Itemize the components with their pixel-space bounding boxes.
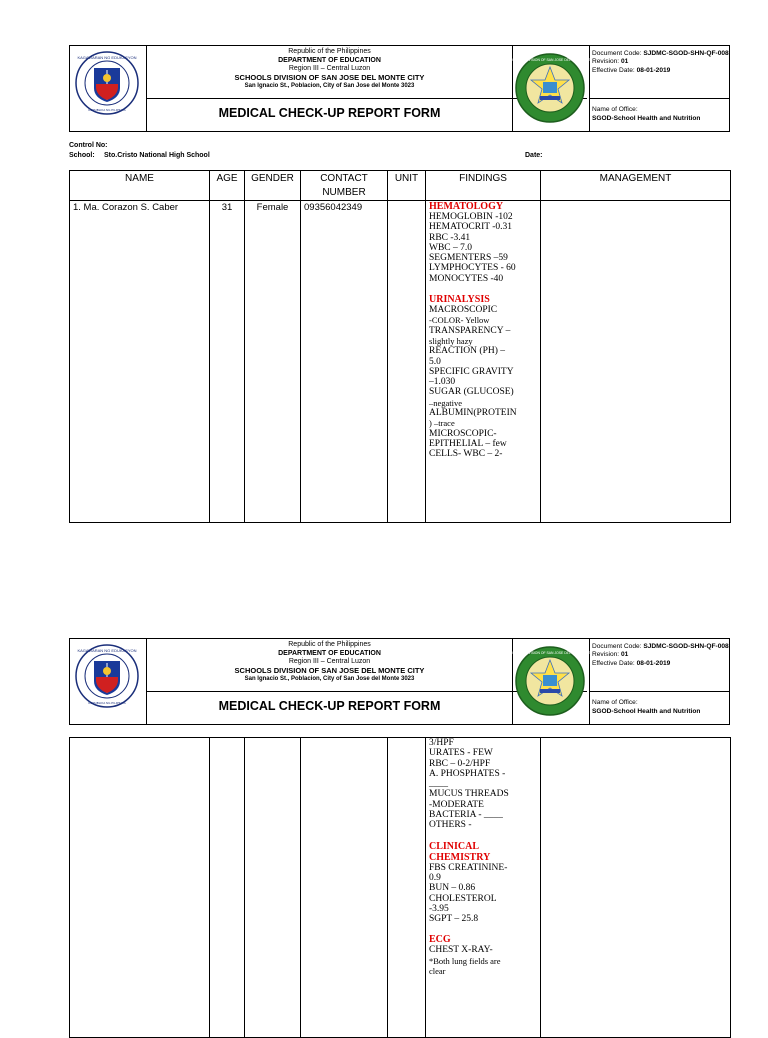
clinical-chemistry-heading-2: CHEMISTRY (429, 851, 491, 863)
form-title: MEDICAL CHECK-UP REPORT FORM (218, 699, 441, 713)
finding-line: LYMPHOCYTES - 60 (429, 263, 516, 274)
form-title: MEDICAL CHECK-UP REPORT FORM (218, 106, 441, 120)
finding-line: SUGAR (GLUCOSE) (429, 387, 514, 398)
finding-line: HEMOGLOBIN -102 (429, 212, 513, 222)
finding-line: SGPT – 25.8 (429, 914, 479, 925)
patient-gender: Female (256, 202, 289, 213)
region-text: Region III – Central Luzon (288, 658, 371, 666)
col-unit-header: UNIT (388, 171, 426, 201)
finding-line: -COLOR- Yellow (429, 315, 490, 326)
page2-header (69, 638, 730, 725)
page1-header (69, 45, 730, 132)
finding-line: –1.030 (429, 377, 456, 388)
finding-line: URATES - FEW (429, 748, 493, 759)
finding-line: SEGMENTERS –59 (429, 253, 508, 264)
patient-contact: 09356042349 (304, 202, 363, 213)
finding-line: A. PHOSPHATES - (429, 768, 506, 779)
findings-page2 (426, 738, 540, 1025)
col-management-header: MANAGEMENT (541, 171, 731, 201)
finding-line: MUCUS THREADS (429, 789, 509, 800)
finding-line: slightly hazy (429, 335, 473, 346)
revision-number: 01 (620, 58, 629, 66)
finding-line: CELLS- WBC – 2- (429, 449, 503, 460)
document-info: Document Code: SJDMC-SGOD-SHN-QF-008 Revision: 01 Effective Date: 08-01-2019 (592, 50, 729, 74)
finding-line: RBC -3.41 (429, 232, 471, 243)
finding-line: ____ (429, 779, 448, 790)
finding-line: BACTERIA - ____ (429, 810, 503, 821)
division-text: SCHOOLS DIVISION OF SAN JOSE DEL MONTE CITY (234, 72, 425, 82)
hematology-heading: HEMATOLOGY (429, 201, 504, 212)
col-findings-header: FINDINGS (426, 171, 541, 201)
finding-line: ALBUMIN(PROTEIN (429, 408, 517, 419)
sdo-seal-logo (507, 52, 593, 124)
agency-block (147, 48, 512, 91)
clinical-chemistry-heading-1: CLINICAL (429, 840, 480, 852)
ecg-heading: ECG (429, 934, 451, 946)
finding-line: CHEST X-RAY- (429, 945, 493, 956)
finding-line: EPITHELIAL – few (429, 438, 507, 449)
department-text: DEPARTMENT OF EDUCATION (278, 56, 381, 64)
sdo-seal-logo (507, 645, 593, 717)
svg-text:SCHOOLS DIVISION OF SAN JOSE D: SCHOOLS DIVISION OF SAN JOSE DEL MONTE CITY (507, 651, 593, 655)
finding-line: MACROSCOPIC (429, 305, 498, 316)
svg-text:REPUBLIKA NG PILIPINAS: REPUBLIKA NG PILIPINAS (88, 108, 126, 112)
address-text: San Ignacio St., Poblacion, City of San Jose del Monte 3023 (244, 676, 415, 683)
region-text: Region III – Central Luzon (288, 65, 371, 73)
republic-text: Republic of the Philippines (288, 48, 371, 55)
table-row (70, 201, 731, 523)
management-cell (541, 201, 730, 203)
finding-line: OTHERS - (429, 820, 472, 831)
patient-name: 1. Ma. Corazon S. Caber (73, 202, 179, 213)
office-name: SGOD-School Health and Nutrition (592, 708, 701, 715)
finding-line: TRANSPARENCY – (429, 325, 511, 336)
finding-line: SPECIFIC GRAVITY (429, 366, 514, 377)
document-code: SJDMC-SGOD-SHN-QF-008 (643, 643, 729, 650)
agency-block (147, 641, 512, 684)
table-row (70, 738, 731, 1038)
findings-page1 (426, 201, 540, 521)
svg-text:KAGAWARAN NG EDUKASYON: KAGAWARAN NG EDUKASYON (77, 55, 137, 60)
svg-text:SCHOOLS DIVISION OF SAN JOSE D: SCHOOLS DIVISION OF SAN JOSE DEL MONTE CITY (507, 58, 593, 62)
revision-number: 01 (620, 651, 629, 659)
svg-text:REPUBLIKA NG PILIPINAS: REPUBLIKA NG PILIPINAS (88, 701, 126, 705)
finding-line: *Both lung fields are (429, 955, 501, 966)
office-info: Name of Office: SGOD-School Health and Nutrition (592, 699, 701, 715)
finding-line: MICROSCOPIC- (429, 428, 497, 439)
col-name-header: NAME (70, 171, 210, 201)
finding-line: ) –trace (429, 418, 455, 429)
table-header-row (70, 171, 731, 201)
urinalysis-heading: URINALYSIS (429, 294, 490, 306)
control-no-label: Control No: (69, 142, 108, 149)
col-age-header: AGE (210, 171, 245, 201)
republic-text: Republic of the Philippines (288, 641, 371, 648)
document-code: SJDMC-SGOD-SHN-QF-008 (643, 50, 729, 57)
col-gender-header: GENDER (245, 171, 301, 201)
col-contact-header: CONTACT NUMBER (301, 171, 388, 201)
effective-date: 08-01-2019 (636, 66, 671, 74)
address-text: San Ignacio St., Poblacion, City of San Jose del Monte 3023 (244, 83, 415, 90)
deped-seal-logo (74, 50, 140, 116)
patient-age: 31 (221, 202, 233, 213)
document-info: Document Code: SJDMC-SGOD-SHN-QF-008 Revision: 01 Effective Date: 08-01-2019 (592, 643, 729, 667)
finding-line: 0.9 (429, 872, 441, 883)
finding-line: clear (429, 966, 446, 977)
finding-line: WBC – 7.0 (429, 242, 473, 253)
finding-line: RBC – 0-2/HPF (429, 758, 491, 769)
finding-line: BUN – 0.86 (429, 883, 476, 894)
office-info: Name of Office: SGOD-School Health and Nutrition (592, 106, 701, 122)
checkup-table-page1 (69, 170, 731, 523)
effective-date: 08-01-2019 (636, 659, 671, 667)
finding-line: 3/HPF (429, 738, 454, 748)
division-text: SCHOOLS DIVISION OF SAN JOSE DEL MONTE CITY (234, 665, 425, 675)
school-label: School: (69, 152, 95, 159)
finding-line: MONOCYTES -40 (429, 273, 504, 284)
school-name: Sto.Cristo National High School (104, 152, 210, 159)
deped-seal-logo (74, 643, 140, 709)
department-text: DEPARTMENT OF EDUCATION (278, 649, 381, 657)
date-label: Date: (525, 152, 543, 159)
finding-line: FBS CREATININE- (429, 862, 508, 873)
finding-line: 5.0 (429, 356, 441, 367)
office-name: SGOD-School Health and Nutrition (592, 115, 701, 122)
patient-unit (388, 201, 425, 203)
finding-line: -3.95 (429, 903, 449, 914)
svg-text:KAGAWARAN NG EDUKASYON: KAGAWARAN NG EDUKASYON (77, 648, 137, 653)
finding-line: CHOLESTEROL (429, 893, 497, 904)
finding-line: -MODERATE (429, 799, 484, 810)
checkup-table-page2 (69, 737, 731, 1038)
finding-line: –negative (429, 397, 463, 408)
finding-line: REACTION (PH) – (429, 346, 505, 357)
finding-line: HEMATOCRIT -0.31 (429, 222, 513, 233)
